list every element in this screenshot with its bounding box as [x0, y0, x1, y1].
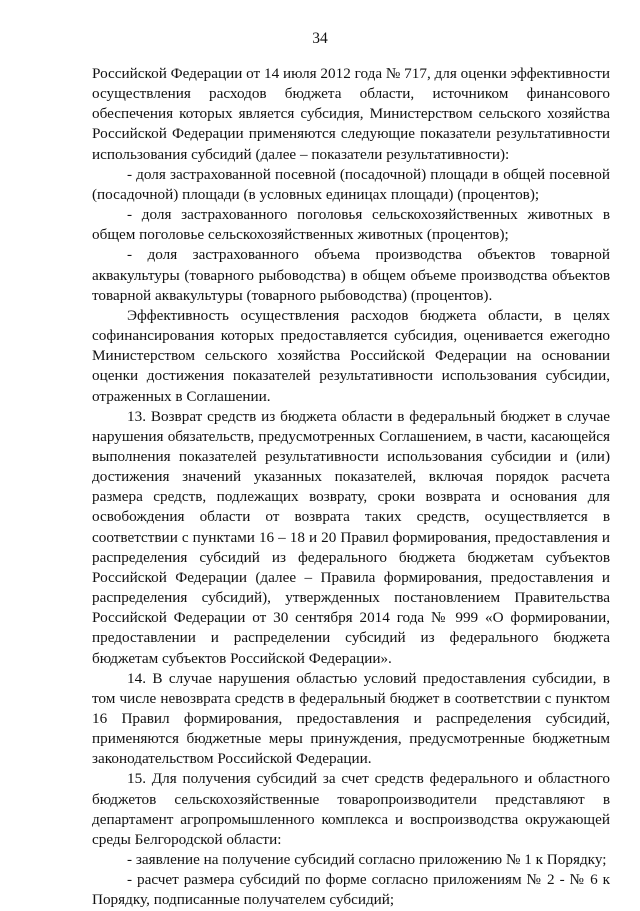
document-body [92, 64, 610, 911]
paragraph-section-13: 13. Возврат средств из бюджета области в федеральный бюджет в случае нарушения обязательств, предусмотренных Соглашением, в части, касающейся выполнения показателей результативности использования субсидии и (или) достижения значений указанных показателей, включая порядок расчета размера средств, подлежащих возврату, сроки возврата и основания для освобождения области от возврата таких средств, осуществляется в соответствии с пунктами 16 – 18 и 20 Правил формирования, предоставления и распределения субсидий из федерального бюджета бюджетам субъектов Российской Федерации (далее – Правила формирования, предоставления и распределения субсидий), утвержденных постановлением Правительства Российской Федерации от 30 сентября 2014 года № 999 «О формировании, предоставлении и распределении субсидий из федерального бюджета бюджетам субъектов Российской Федерации». [92, 407, 610, 667]
paragraph-efficiency-assessment: Эффективность осуществления расходов бюджета области, в целях софинансирования которых предоставляется субсидия, оценивается ежегодно Министерством сельского хозяйства Российской Федерации на основании оценки достижения показателей результативности использования субсидии, отраженных в Соглашении. [92, 306, 610, 405]
list-item-aquaculture-insurance-share: - доля застрахованного объема производства объектов товарной аквакультуры (товарного рыбоводства) в общем объеме производства объектов товарной аквакультуры (товарного рыбоводства) (процентов). [92, 246, 610, 304]
paragraph-section-14: 14. В случае нарушения областью условий предоставления субсидии, в том числе невозврата средств в федеральный бюджет в соответствии с пунктом 16 Правил формирования, предоставления и распределения субсидий, применяются бюджетные меры принуждения, предусмотренные бюджетным законодательством Российской Федерации. [92, 669, 610, 768]
list-item-calculation: - расчет размера субсидий по форме согласно приложениям № 2 - № 6 к Порядку, подписанные получателем субсидий; [92, 871, 610, 909]
paragraph-section-15: 15. Для получения субсидий за счет средств федерального и областного бюджетов сельскохозяйственные товаропроизводители представляют в департамент агропромышленного комплекса и воспроизводства окружающей среды Белгородской области: [92, 770, 610, 848]
page-number: 34 [312, 30, 328, 47]
paragraph-continuation: Российской Федерации от 14 июля 2012 года № 717, для оценки эффективности осуществления расходов бюджета области, источником финансового обеспечения которых является субсидия, Министерством сельского хозяйства Российской Федерации применяются следующие показатели результативности использования субсидий (далее – показатели результативности): [92, 65, 611, 163]
list-item-livestock-insurance-share: - доля застрахованного поголовья сельскохозяйственных животных в общем поголовье сельскохозяйственных животных (процентов); [92, 206, 610, 244]
list-item-application: - заявление на получение субсидий согласно приложению № 1 к Порядку; [127, 851, 607, 869]
list-item-crop-insurance-share: - доля застрахованной посевной (посадочной) площади в общей посевной (посадочной) площади (в условных единицах площади) (процентов); [92, 165, 610, 203]
